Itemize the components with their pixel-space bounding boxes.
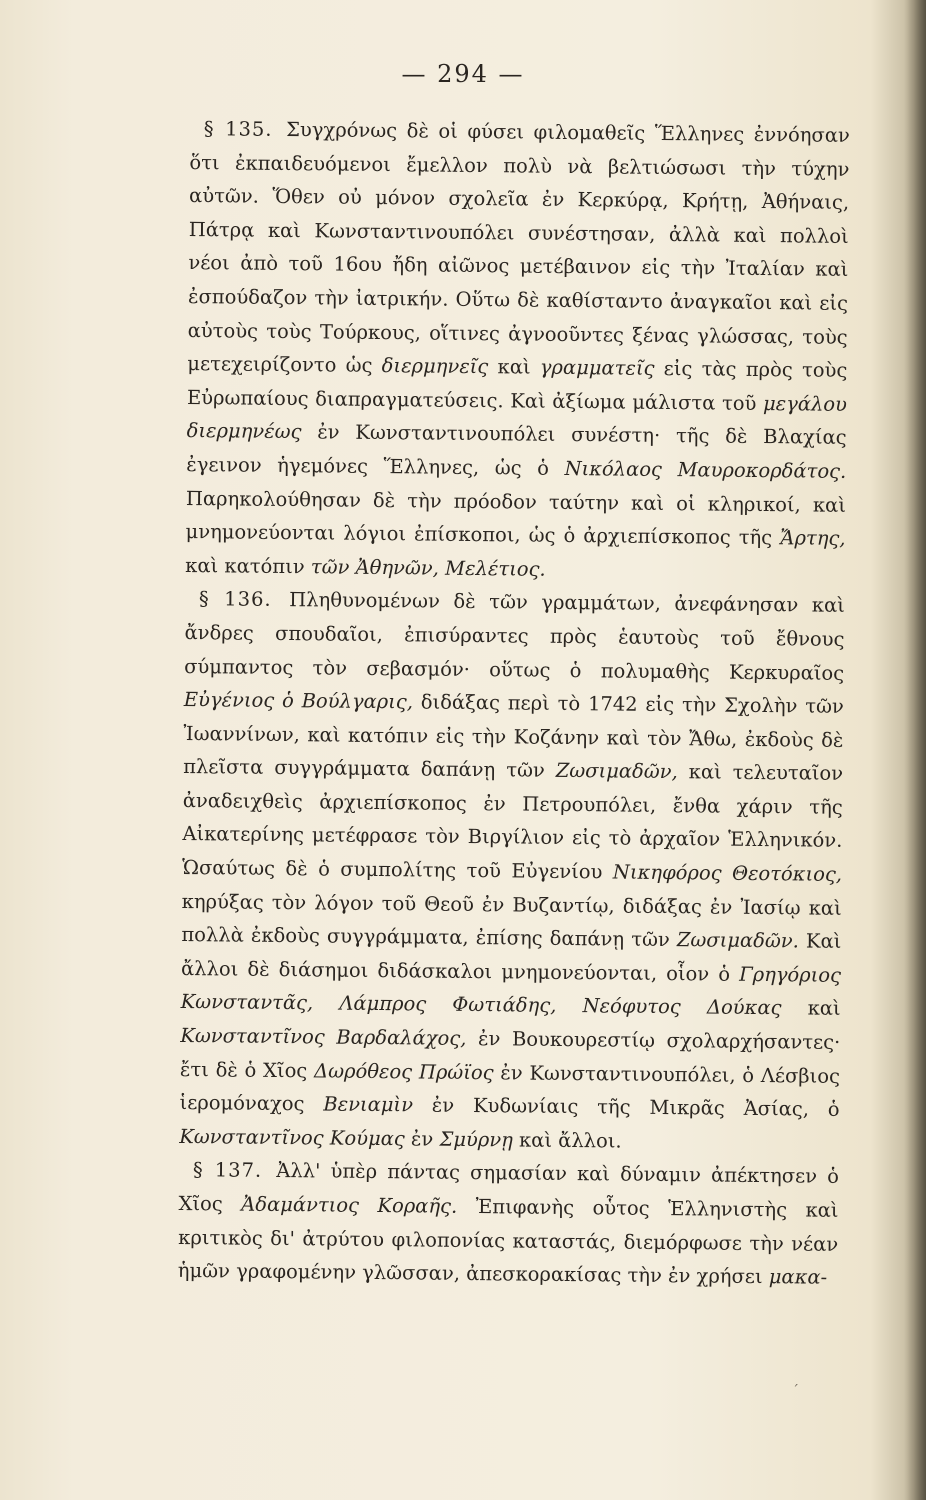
- text-run: κηρύξας τὸν λόγον τοῦ Θεοῦ ἐν Βυζαντίῳ, διδάξας ἐν Ἰασίῳ καὶ πολλὰ ἐκδοὺς συγγράμματα, ἐπίσης δαπάνῃ τῶν: [181, 889, 842, 952]
- text-run: ἐν Κυδωνίαις τῆς Μικρᾶς Ἀσίας, ὁ: [412, 1093, 840, 1122]
- text-run: καὶ τελευταῖον ἀναδειχθεὶς ἀρχιεπίσκοπος ἐν Πετρουπόλει, ἔνθα χάριν τῆς Αἰκατερίνης μετέφρασε τὸν Βιργίλιον εἰς τὸ ἀρχαῖον Ἑλληνικόν. Ὡσαύτως δὲ ὁ συμπολίτης τοῦ Εὐγενίου: [181, 760, 844, 884]
- text-run: διδάξας περὶ τὸ 1742 εἰς τὴν Σχολὴν τῶν Ἰωαννίνων, καὶ κατόπιν εἰς τὴν Κοζάνην καὶ τὸν Ἄθω, ἐκδοὺς δὲ πλεῖστα συγγράμματα δαπάνῃ τῶν: [183, 690, 844, 783]
- italic-text-run: Γρηγόριος Κωνσταντᾶς, Λάμπρος Φωτιάδης, Νεόφυτος Δούκας: [180, 962, 842, 1020]
- paragraph-section-136: [179, 582, 845, 1160]
- section-number: § 135.: [203, 117, 273, 141]
- italic-text-run: Νικηφόρος Θεοτόκιος,: [612, 860, 843, 886]
- paragraph-section-137: [178, 1153, 839, 1294]
- italic-text-run: Κωνσταντῖνος Βαρδαλάχος,: [180, 1023, 467, 1050]
- paragraph-text: [185, 118, 850, 581]
- page-number: — 294 —: [401, 60, 525, 88]
- text-run: Συγχρόνως δὲ οἱ φύσει φιλομαθεῖς Ἕλληνες ἐννόησαν ὅτι ἐκπαιδευόμενοι ἔμελλον πολὺ νὰ βελτιώσωσι τὴν τύχην αὐτῶν. Ὅθεν οὐ μόνον σχολεῖα ἐν Κερκύρᾳ, Κρήτῃ, Ἀθήναις, Πάτρᾳ καὶ Κωνσταντινουπόλει συνέστησαν, ἀλλὰ καὶ πολλοὶ νέοι ἀπὸ τοῦ 16ου ἤδη αἰῶνος μετέβαινον εἰς τὴν Ἰταλίαν καὶ ἐσπούδαζον τὴν ἰατρικήν. Οὕτω δὲ καθίσταντο ἀναγκαῖοι καὶ εἰς αὐτοὺς τοὺς Τούρκους, οἵτινες ἀγνοοῦντες ξένας γλώσσας, τοὺς μετεχειρίζοντο ὡς: [187, 117, 850, 378]
- italic-text-run: Νικόλαος Μαυροκορδάτος.: [564, 456, 847, 483]
- text-run: Καὶ ἄλλοι δὲ διάσημοι διδάσκαλοι μνημονεύονται, οἷον ὁ: [180, 929, 842, 986]
- italic-text-run: Ἄρτης,: [780, 526, 846, 551]
- text-run: ἐν: [404, 1127, 440, 1151]
- italic-text-run: Κωνσταντῖνος Κούμας: [179, 1124, 405, 1151]
- page-edge-shadow: [904, 0, 926, 1500]
- text-run: καὶ κατόπιν: [185, 553, 311, 579]
- italic-text-run: γραμματεῖς: [539, 355, 655, 381]
- italic-text-run: μεγάλου διερμηνέως: [186, 391, 848, 444]
- italic-text-run: Ἀδαμάντιος Κοραῆς.: [241, 1192, 458, 1218]
- body-text: [178, 112, 850, 1295]
- paragraph-section-135: [185, 112, 850, 589]
- section-number: § 137.: [192, 1158, 263, 1183]
- text-run: καὶ: [781, 996, 841, 1021]
- italic-text-run: τῶν Ἀθηνῶν, Μελέτιος.: [310, 555, 546, 581]
- paragraph-text: [178, 1159, 839, 1289]
- italic-text-run: Βενιαμὶν: [323, 1092, 414, 1117]
- section-number: § 136.: [198, 587, 272, 612]
- text-run: ἐν Κωνσταντινουπόλει συνέστη· τῆς δὲ Βλαχίας ἐγεινον ἡγεμόνες Ἕλληνες, ὡς ὁ: [186, 420, 847, 480]
- text-run: Ἀλλ' ὑπὲρ πάντας σημασίαν καὶ δύναμιν ἀπέκτησεν ὁ Χῖος: [178, 1159, 840, 1216]
- text-run: ἐν Βουκουρεστίῳ σχολαρχήσαντες· ἔτι δὲ ὁ Χῖος: [179, 1026, 841, 1082]
- text-run: Ἐπιφανὴς οὗτος Ἑλληνιστὴς καὶ κριτικὸς δι' ἀτρύτου φιλοπονίας καταστάς, διεμόρφωσε τὴν νέαν ἡμῶν γραφομένην γλῶσσαν, ἀπεσκορακίσας τὴν ἐν χρήσει: [177, 1194, 839, 1289]
- text-run: καὶ ἄλλοι.: [512, 1128, 622, 1153]
- text-run: καὶ: [488, 355, 540, 379]
- text-run: ἐν Κωνσταντινουπόλει, ὁ Λέσβιος ἱερομόναχος: [179, 1060, 841, 1116]
- text-run: Παρηκολούθησαν δὲ τὴν πρόοδον ταύτην καὶ οἱ κληρικοί, καὶ μνημονεύονται λόγιοι ἐπίσκοποι, ὡς ὁ ἀρχιεπίσκοπος τῆς: [185, 486, 847, 550]
- text-run: εἰς τὰς πρὸς τοὺς Εὐρωπαίους διαπραγματεύσεις. Καὶ ἀξίωμα μάλιστα τοῦ: [186, 357, 848, 415]
- italic-text-run: Δωρόθεος Πρώϊος: [313, 1058, 494, 1084]
- italic-text-run: μακα-: [768, 1265, 828, 1289]
- italic-text-run: διερμηνεῖς: [381, 354, 489, 379]
- stray-ink-mark: ´: [792, 1383, 799, 1399]
- text-run: Πληθυνομένων δὲ τῶν γραμμάτων, ἀνεφάνησαν καὶ ἄνδρες σπουδαῖοι, ἐπισύραντες πρὸς ἑαυτοὺς τοῦ ἔθνους σύμπαντος τὸν σεβασμόν· οὕτως ὁ πολυμαθὴς Κερκυραῖος: [184, 588, 846, 685]
- paragraph-text: [179, 588, 845, 1152]
- italic-text-run: Ζωσιμαδῶν,: [555, 759, 678, 784]
- italic-text-run: Ζωσιμαδῶν.: [676, 928, 799, 953]
- italic-text-run: Σμύρνῃ: [439, 1127, 513, 1152]
- italic-text-run: Εὐγένιος ὁ Βούλγαρις,: [183, 688, 414, 714]
